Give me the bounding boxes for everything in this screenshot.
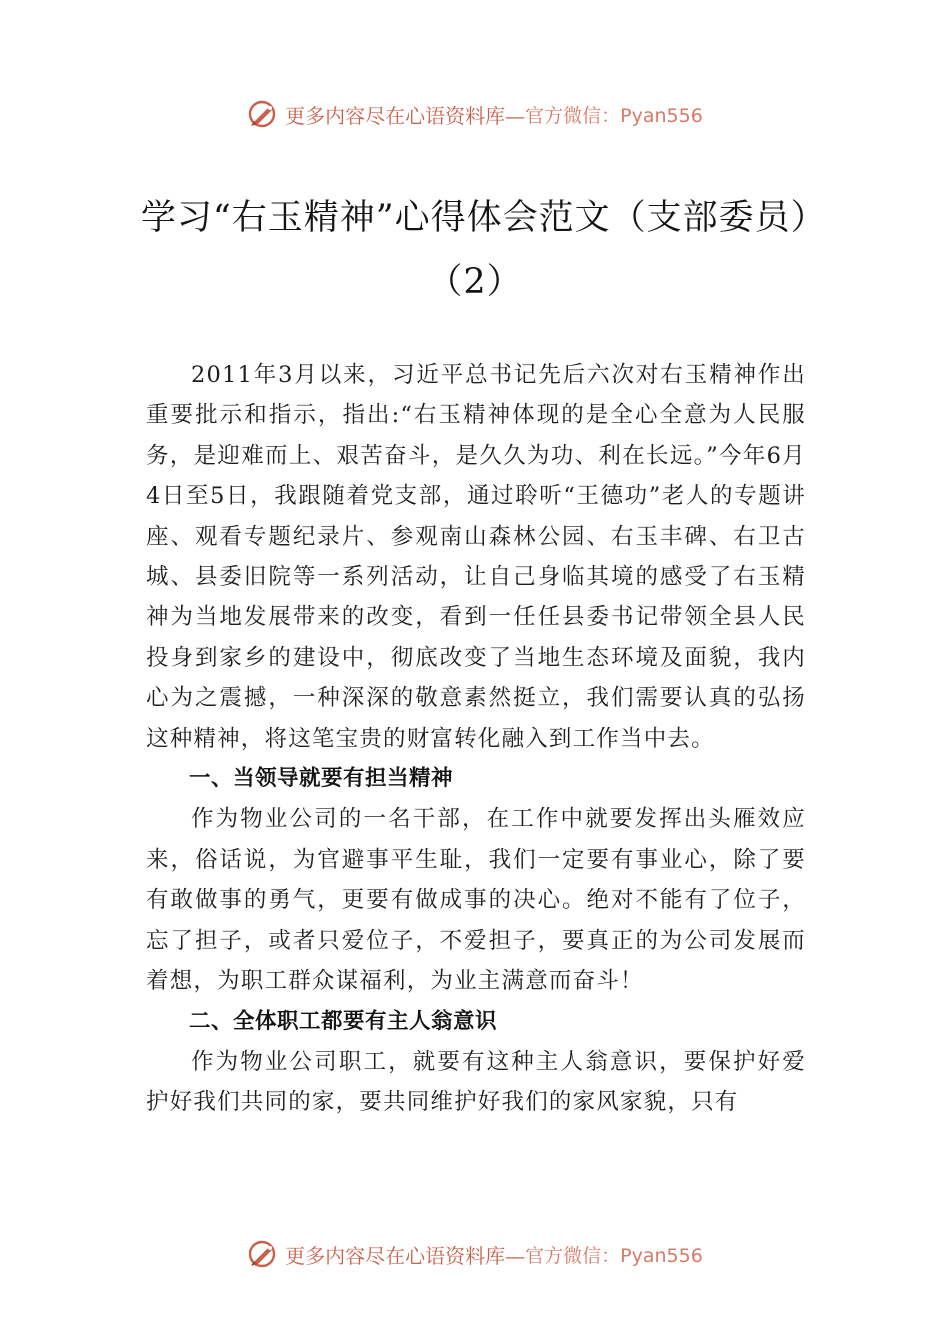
footer-banner [0, 1234, 950, 1274]
banner-brand-text: 更多内容尽在心语资料库— [285, 103, 526, 128]
document-title: 学习“右玉精神”心得体会范文（支部委员）（2） [140, 198, 810, 302]
banner-brand-text: 更多内容尽在心语资料库— [285, 1243, 526, 1268]
intro-paragraph: 2011年3月以来，习近平总书记先后六次对右玉精神作出重要批示和指示，指出:“右玉精神体现的是全心全意为人民服务，是迎难而上、艰苦奋斗，是久久为功、利在长远。”今年6月4日至5日，我跟随着党支部，通过聆听“王德功”老人的专题讲座、观看专题纪录片、参观南山森林公园、右玉丰碑、右卫古城、县委旧院等一系列活动，让自己身临其境的感受了右玉精神为当地发展带来的改变，看到一任任县委书记带领全县人民投身到家乡的建设中，彻底改变了当地生态环境及面貌，我内心为之震撼，一种深深的敬意素然挺立，我们需要认真的弘扬这种精神，将这笔宝贵的财富转化融入到工作当中去。 [146, 362, 806, 752]
section-heading: 一、当领导就要有担当精神 [189, 766, 454, 792]
header-banner [0, 94, 950, 134]
pen-logo-icon [247, 1239, 277, 1269]
section-paragraph: 作为物业公司的一名干部，在工作中就要发挥出头雁效应来，俗话说，为官避事平生耻，我们一定要有事业心，除了要有敢做事的勇气，更要有做成事的决心。绝对不能有了位子，忘了担子，或者只爱位子，不爱担子，要真正的为公司发展而着想，为职工群众谋福利，为业主满意而奋斗！ [146, 806, 806, 995]
banner-wechat-text: 官方微信：Pyan556 [525, 104, 703, 127]
banner-wechat-text: 官方微信：Pyan556 [525, 1244, 703, 1267]
section-paragraph: 作为物业公司职工，就要有这种主人翁意识，要保护好爱护好我们共同的家，要共同维护好我们的家风家貌，只有 [146, 1048, 806, 1116]
document-body [146, 355, 806, 1123]
pen-logo-icon [247, 99, 277, 129]
section-heading: 二、全体职工都要有主人翁意识 [189, 1008, 498, 1034]
